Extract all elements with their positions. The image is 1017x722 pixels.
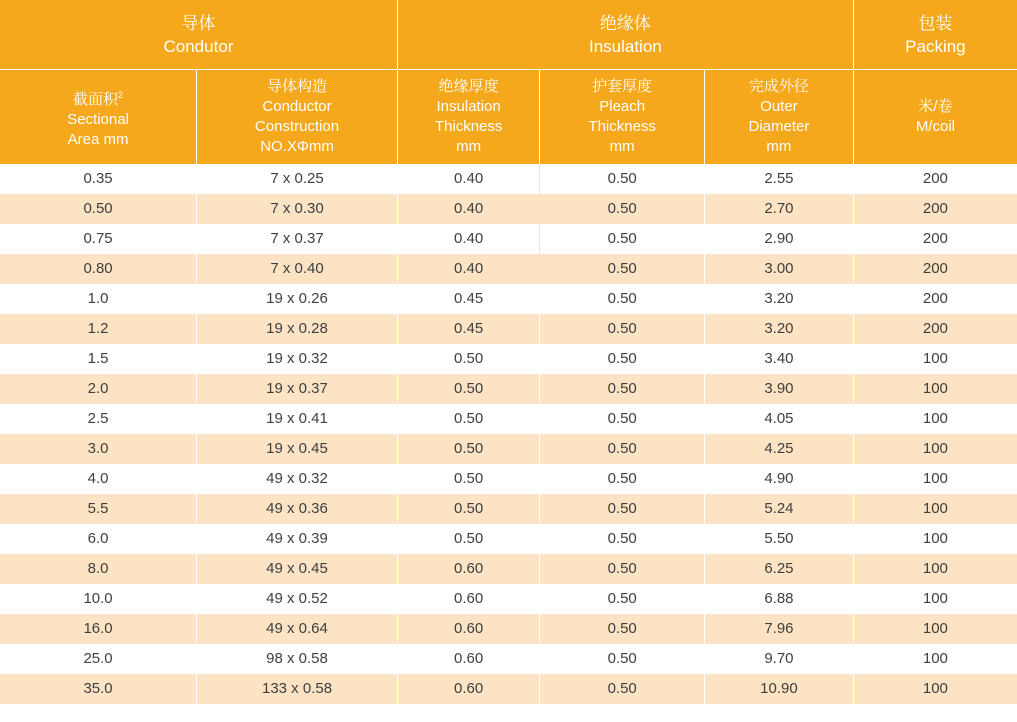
- table-cell: 200: [853, 224, 1017, 254]
- table-cell: 98 x 0.58: [197, 644, 398, 674]
- table-row: [0, 434, 1017, 464]
- table-cell: 0.60: [397, 614, 539, 644]
- column-header-packing-length: [853, 70, 1017, 165]
- column-header-conductor-construction-en3: NO.XΦmm: [260, 138, 334, 155]
- column-header-pleach-thickness: [540, 70, 705, 165]
- table-cell: 49 x 0.36: [197, 494, 398, 524]
- table-row: [0, 254, 1017, 284]
- table-row: [0, 464, 1017, 494]
- table-cell: 19 x 0.41: [197, 404, 398, 434]
- table-cell: 100: [853, 614, 1017, 644]
- column-header-insulation-thickness-en2: Thickness: [434, 118, 503, 135]
- table-cell: 0.50: [540, 584, 705, 614]
- table-row: [0, 614, 1017, 644]
- table-cell: 1.2: [0, 314, 197, 344]
- column-header-packing-length-en1: M/coil: [915, 118, 955, 135]
- table-header-group-row: [0, 0, 1017, 70]
- column-header-outer-diameter: [705, 70, 854, 165]
- table-cell: 4.05: [705, 404, 854, 434]
- table-cell: 0.50: [540, 194, 705, 224]
- header-group-conductor-cn: 导体: [181, 13, 216, 33]
- table-cell: 100: [853, 644, 1017, 674]
- table-cell: 3.00: [705, 254, 854, 284]
- table-cell: 6.88: [705, 584, 854, 614]
- table-cell: 3.20: [705, 314, 854, 344]
- table-cell: 0.50: [540, 314, 705, 344]
- table-cell: 49 x 0.45: [197, 554, 398, 584]
- table-cell: 2.90: [705, 224, 854, 254]
- header-group-insulation-en: Insulation: [588, 36, 662, 56]
- table-cell: 1.0: [0, 284, 197, 314]
- table-cell: 49 x 0.39: [197, 524, 398, 554]
- table-cell: 5.5: [0, 494, 197, 524]
- table-row: [0, 644, 1017, 674]
- header-group-packing-cn: 包装: [918, 13, 953, 33]
- column-header-sectional-area-en1: Sectional: [67, 110, 129, 128]
- header-group-packing: [853, 0, 1017, 70]
- column-header-outer-diameter-cn: 完成外径: [748, 78, 809, 95]
- table-cell: 100: [853, 674, 1017, 704]
- table-body: [0, 164, 1017, 704]
- column-header-pleach-thickness-en3: mm: [609, 138, 635, 155]
- table-cell: 200: [853, 284, 1017, 314]
- table-cell: 5.24: [705, 494, 854, 524]
- table-cell: 100: [853, 554, 1017, 584]
- table-cell: 0.50: [540, 494, 705, 524]
- table-cell: 0.50: [540, 434, 705, 464]
- table-cell: 0.75: [0, 224, 197, 254]
- table-cell: 1.5: [0, 344, 197, 374]
- table-cell: 100: [853, 344, 1017, 374]
- table-cell: 0.40: [397, 224, 539, 254]
- column-header-sectional-area-en2: Area mm: [67, 130, 129, 148]
- table-row: [0, 374, 1017, 404]
- table-cell: 200: [853, 314, 1017, 344]
- table-cell: 3.0: [0, 434, 197, 464]
- table-cell: 2.70: [705, 194, 854, 224]
- header-group-conductor: [0, 0, 397, 70]
- header-group-insulation-cn: 绝缘体: [599, 13, 651, 33]
- table-cell: 0.50: [397, 344, 539, 374]
- table-cell: 0.50: [540, 164, 705, 194]
- table-cell: 4.25: [705, 434, 854, 464]
- table-cell: 0.60: [397, 674, 539, 704]
- table-cell: 0.50: [540, 554, 705, 584]
- table-row: [0, 284, 1017, 314]
- table-cell: 3.90: [705, 374, 854, 404]
- header-group-insulation: [397, 0, 853, 70]
- table-cell: 0.50: [540, 614, 705, 644]
- table-row: [0, 494, 1017, 524]
- table-cell: 2.55: [705, 164, 854, 194]
- table-cell: 200: [853, 254, 1017, 284]
- table-row: [0, 674, 1017, 704]
- column-header-insulation-thickness: [397, 70, 539, 165]
- table-cell: 0.50: [397, 374, 539, 404]
- column-header-pleach-thickness-en2: Thickness: [588, 118, 656, 135]
- table-cell: 0.50: [540, 464, 705, 494]
- table-cell: 0.40: [397, 194, 539, 224]
- column-header-outer-diameter-en3: mm: [766, 138, 792, 155]
- table-cell: 0.50: [540, 644, 705, 674]
- table-cell: 0.40: [397, 254, 539, 284]
- table-cell: 19 x 0.32: [197, 344, 398, 374]
- table-cell: 0.50: [540, 374, 705, 404]
- table-cell: 9.70: [705, 644, 854, 674]
- column-header-conductor-construction-en1: Conductor: [262, 98, 332, 115]
- table-cell: 19 x 0.45: [197, 434, 398, 464]
- table-cell: 0.60: [397, 584, 539, 614]
- table-row: [0, 584, 1017, 614]
- column-header-insulation-thickness-en3: mm: [456, 138, 482, 155]
- table-cell: 8.0: [0, 554, 197, 584]
- table-cell: 0.45: [397, 284, 539, 314]
- table-cell: 2.0: [0, 374, 197, 404]
- column-header-pleach-thickness-en1: Pleach: [599, 98, 646, 115]
- table-cell: 7 x 0.30: [197, 194, 398, 224]
- table-cell: 0.45: [397, 314, 539, 344]
- table-cell: 0.50: [540, 524, 705, 554]
- table-cell: 16.0: [0, 614, 197, 644]
- table-cell: 100: [853, 374, 1017, 404]
- table-cell: 25.0: [0, 644, 197, 674]
- table-row: [0, 344, 1017, 374]
- table-cell: 3.40: [705, 344, 854, 374]
- table-cell: 35.0: [0, 674, 197, 704]
- table-cell: 200: [853, 164, 1017, 194]
- table-cell: 7 x 0.25: [197, 164, 398, 194]
- table-cell: 49 x 0.52: [197, 584, 398, 614]
- table-cell: 3.20: [705, 284, 854, 314]
- table-cell: 100: [853, 404, 1017, 434]
- header-group-packing-en: Packing: [905, 36, 966, 56]
- table-cell: 0.50: [0, 194, 197, 224]
- table-cell: 5.50: [705, 524, 854, 554]
- table-cell: 100: [853, 434, 1017, 464]
- table-header-column-row: [0, 70, 1017, 165]
- table-cell: 0.50: [540, 254, 705, 284]
- table-cell: 0.50: [540, 404, 705, 434]
- table-cell: 100: [853, 524, 1017, 554]
- column-header-pleach-thickness-cn: 护套厚度: [592, 78, 653, 95]
- table-cell: 0.50: [397, 434, 539, 464]
- table-cell: 7 x 0.37: [197, 224, 398, 254]
- column-header-packing-length-cn: 米/卷: [918, 98, 953, 115]
- table-cell: 2.5: [0, 404, 197, 434]
- table-cell: 10.90: [705, 674, 854, 704]
- column-header-outer-diameter-en2: Diameter: [748, 118, 810, 135]
- table-row: [0, 314, 1017, 344]
- table-cell: 7.96: [705, 614, 854, 644]
- column-header-conductor-construction-en2: Construction: [254, 118, 340, 135]
- table-cell: 7 x 0.40: [197, 254, 398, 284]
- header-group-conductor-en: Condutor: [163, 36, 234, 56]
- table-cell: 19 x 0.28: [197, 314, 398, 344]
- table-row: [0, 164, 1017, 194]
- table-cell: 0.50: [540, 284, 705, 314]
- column-header-insulation-thickness-en1: Insulation: [436, 98, 501, 115]
- table-cell: 0.50: [540, 344, 705, 374]
- table-header: [0, 0, 1017, 164]
- table-cell: 0.50: [397, 524, 539, 554]
- table-cell: 19 x 0.37: [197, 374, 398, 404]
- column-header-conductor-construction: [197, 70, 398, 165]
- table-cell: 10.0: [0, 584, 197, 614]
- column-header-sectional-area-cn: 截面积$^2$: [73, 89, 124, 108]
- table-cell: 0.50: [397, 464, 539, 494]
- table-row: [0, 524, 1017, 554]
- column-header-insulation-thickness-cn: 绝缘厚度: [438, 78, 499, 95]
- table-cell: 4.90: [705, 464, 854, 494]
- table-cell: 100: [853, 494, 1017, 524]
- table-cell: 0.80: [0, 254, 197, 284]
- table-cell: 4.0: [0, 464, 197, 494]
- table-row: [0, 224, 1017, 254]
- table-cell: 6.0: [0, 524, 197, 554]
- table-cell: 200: [853, 194, 1017, 224]
- table-cell: 49 x 0.32: [197, 464, 398, 494]
- table-cell: 0.60: [397, 644, 539, 674]
- table-row: [0, 404, 1017, 434]
- table-cell: 100: [853, 464, 1017, 494]
- table-cell: 0.50: [397, 494, 539, 524]
- table-cell: 0.50: [540, 224, 705, 254]
- table-row: [0, 194, 1017, 224]
- table-cell: 0.35: [0, 164, 197, 194]
- column-header-conductor-construction-cn: 导体构造: [267, 78, 328, 95]
- table-row: [0, 554, 1017, 584]
- table-cell: 0.50: [397, 404, 539, 434]
- table-cell: 49 x 0.64: [197, 614, 398, 644]
- table-cell: 133 x 0.58: [197, 674, 398, 704]
- table-cell: 0.60: [397, 554, 539, 584]
- column-header-outer-diameter-en1: Outer: [760, 98, 798, 115]
- table-cell: 19 x 0.26: [197, 284, 398, 314]
- table-cell: 6.25: [705, 554, 854, 584]
- table-cell: 0.50: [540, 674, 705, 704]
- table-cell: 0.40: [397, 164, 539, 194]
- column-header-sectional-area: [0, 70, 197, 165]
- table-cell: 100: [853, 584, 1017, 614]
